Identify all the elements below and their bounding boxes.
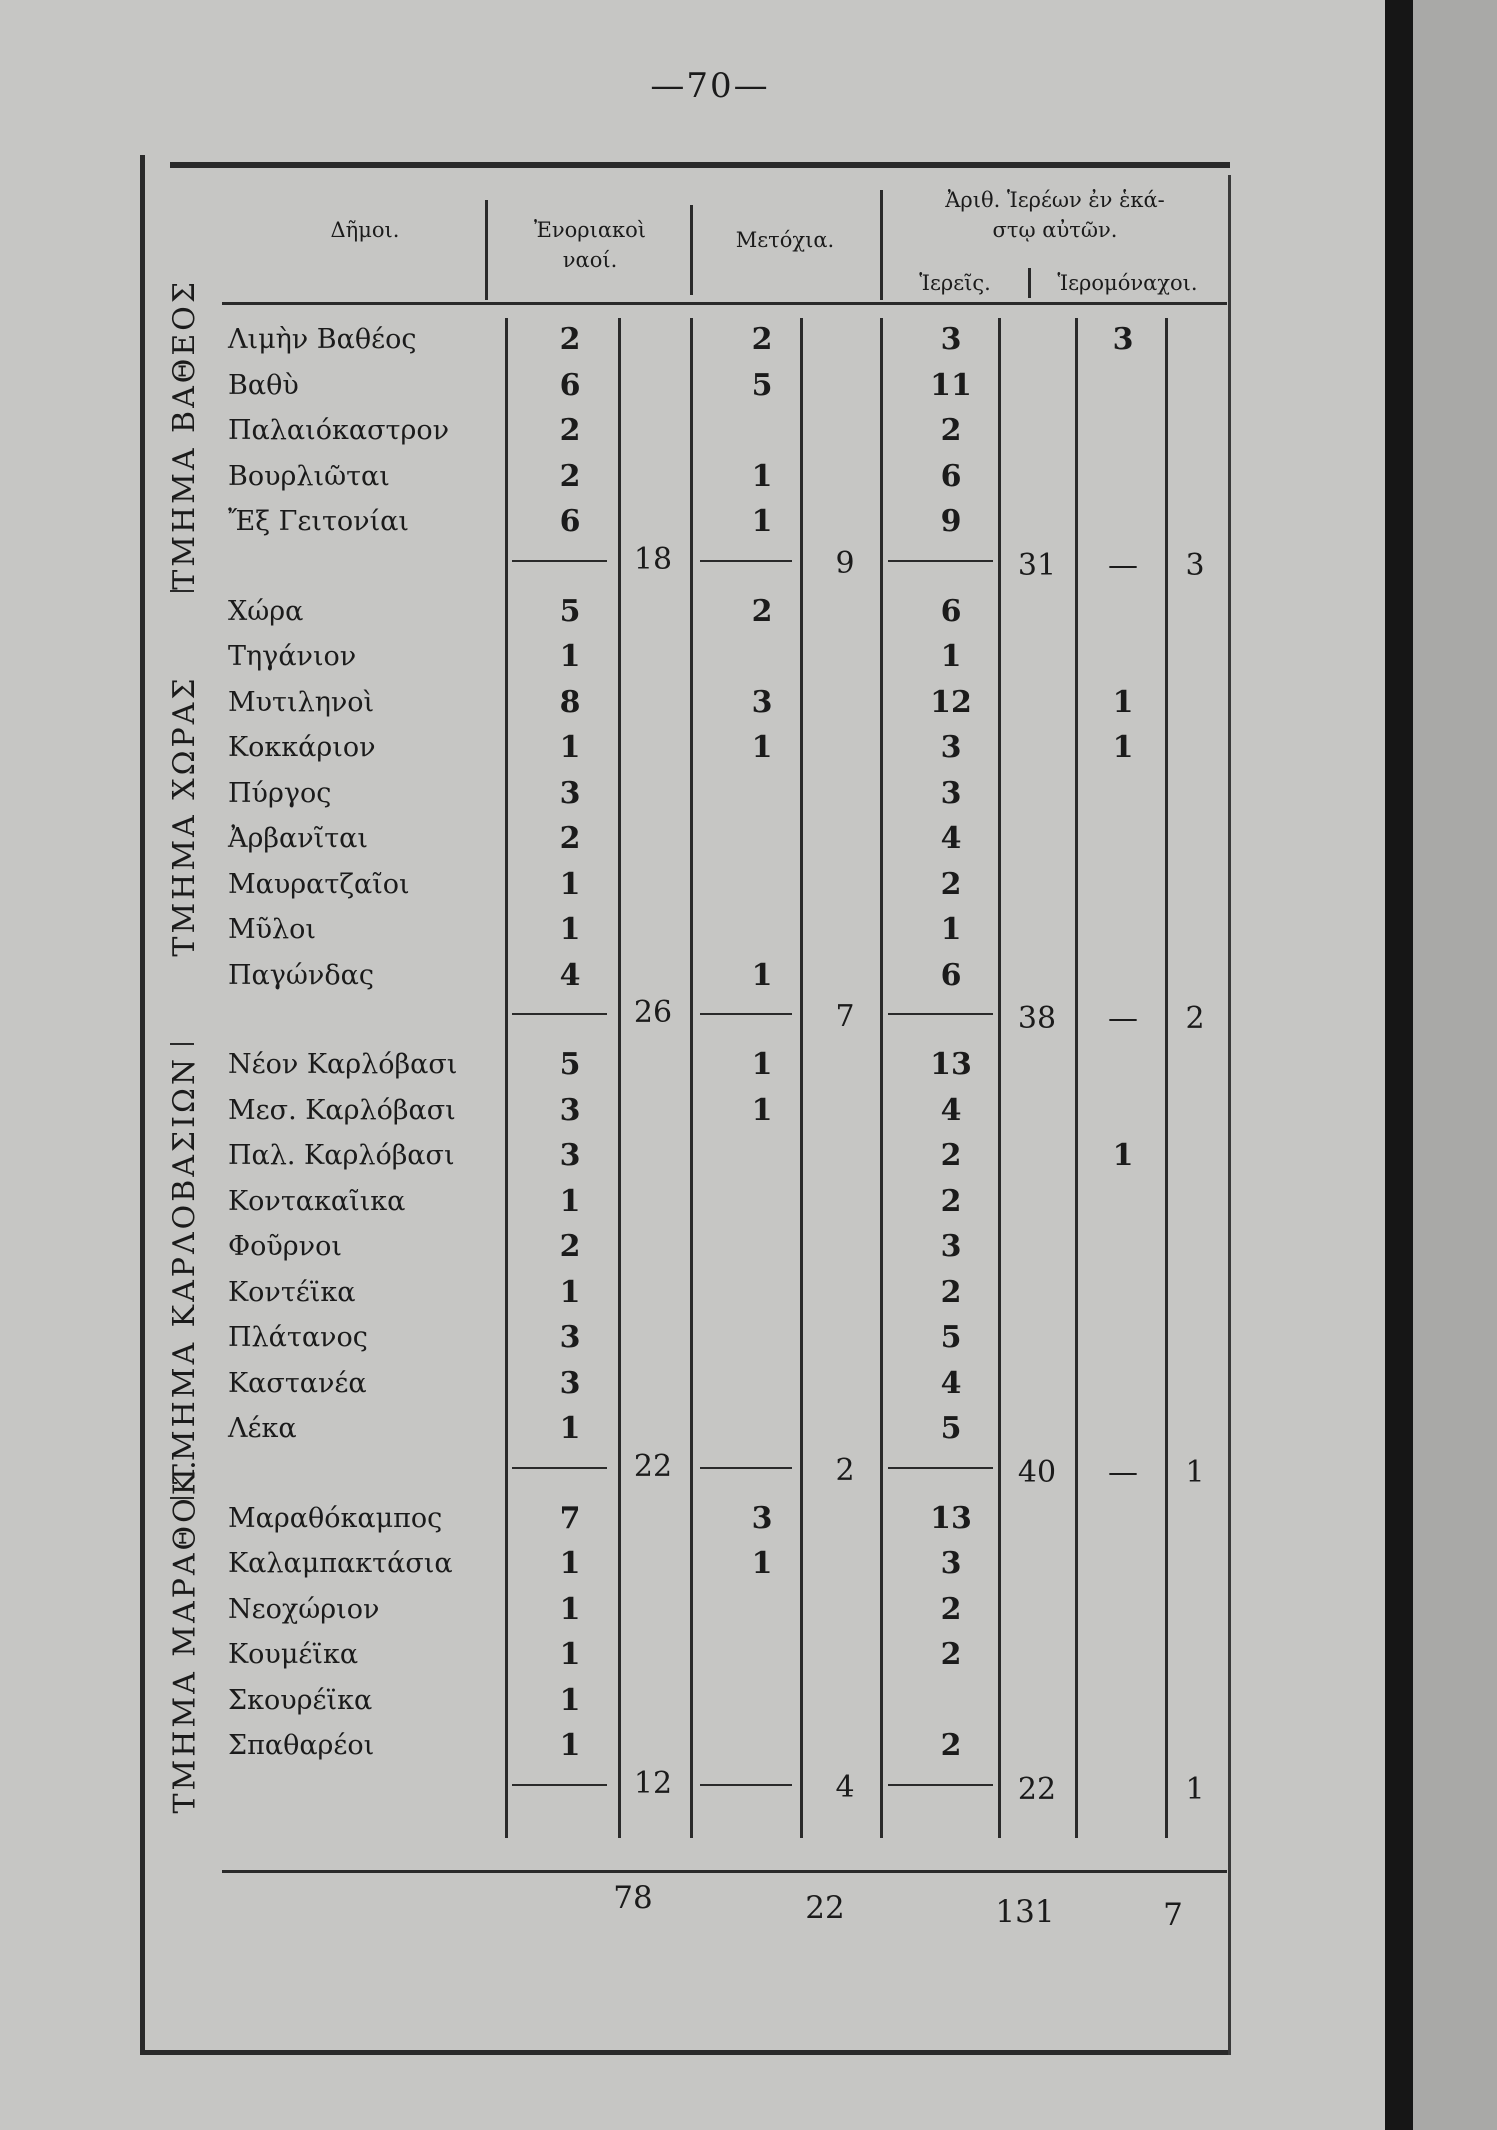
grand-total-ieromonachoi: 7	[1163, 1897, 1183, 1933]
header-metochia: Μετόχια.	[735, 228, 835, 252]
dimos-name: Ἀρβανῖται	[228, 823, 368, 854]
facing-page-edge	[1413, 0, 1497, 2130]
section-divider	[170, 590, 194, 592]
book-spine	[1385, 0, 1413, 2130]
subtotal-dash-naoi	[512, 1013, 607, 1015]
iereis-count: 1	[940, 639, 962, 674]
subtotal-naoi: 26	[633, 995, 673, 1030]
header-divider-4	[1028, 268, 1031, 298]
dimos-name: Μαραθόκαμπος	[228, 1502, 443, 1534]
dimos-name: Τηγάνιον	[228, 641, 357, 672]
naoi-count: 6	[559, 504, 581, 539]
subtotal-naoi: 18	[633, 541, 673, 577]
subtotal-dash-metochia	[700, 1467, 792, 1469]
dimos-name: Χώρα	[228, 595, 304, 627]
dimos-name: Σκουρέϊκα	[228, 1684, 373, 1716]
dimos-name: Καλαμπακτάσια	[228, 1548, 453, 1579]
iereis-count: 11	[930, 367, 972, 403]
naoi-count: 1	[559, 1591, 581, 1627]
metochia-count: 2	[751, 322, 773, 357]
metochia-count: 1	[751, 504, 773, 539]
dimos-name: Ἔξ Γειτονίαι	[228, 506, 409, 537]
iereis-count: 13	[930, 1047, 972, 1082]
subtotal-dash-iereis	[888, 1013, 993, 1015]
naoi-count: 7	[559, 1500, 581, 1536]
naoi-count: 3	[559, 1365, 581, 1401]
metochia-count: 2	[751, 593, 773, 629]
subtotal-dash-naoi	[512, 1467, 607, 1469]
subtotal-dash-iereis	[888, 1467, 993, 1469]
subtotal-dash-iereis	[888, 560, 993, 562]
dimos-name: Νεοχώριον	[228, 1593, 380, 1625]
grand-total-naoi: 78	[613, 1880, 653, 1916]
naoi-count: 1	[559, 1411, 581, 1446]
naoi-count: 1	[559, 1682, 581, 1718]
subtotal-dash-naoi	[512, 1784, 607, 1786]
subtotal-iereis: 22	[1017, 1771, 1057, 1807]
subtotal-naoi: 22	[633, 1448, 673, 1484]
naoi-count: 2	[559, 413, 581, 448]
subtotal-ieromonachoi: 3	[1185, 547, 1205, 583]
header-naoi	[490, 215, 690, 275]
iereis-count: 2	[940, 1591, 962, 1627]
iereis-count: 9	[940, 504, 962, 539]
iereis-count: 12	[930, 684, 972, 720]
subtotal-ieromonachoi-dash: —	[1108, 1454, 1138, 1490]
subtotal-metochia: 2	[835, 1452, 855, 1488]
subtotal-dash-iereis	[888, 1784, 993, 1786]
naoi-count: 2	[559, 322, 581, 357]
metochia-count: 1	[751, 458, 773, 494]
iereis-count: 3	[940, 775, 962, 811]
metochia-count: 5	[751, 367, 773, 403]
dimos-name: Κουμέϊκα	[228, 1639, 359, 1670]
header-ieromonachoi: Ἱερομόναχοι.	[1057, 271, 1198, 295]
ieromonachoi-count: 1	[1112, 730, 1134, 765]
grand-total-rule	[222, 1870, 1227, 1873]
iereis-count: 5	[940, 1411, 962, 1446]
subtotal-metochia: 4	[835, 1769, 855, 1805]
dimos-name: Μεσ. Καρλόβασι	[228, 1094, 456, 1126]
iereis-count: 6	[940, 957, 962, 993]
subtotal-metochia: 9	[835, 545, 855, 581]
iereis-count: 2	[940, 1637, 962, 1672]
dimos-name: Βαθὺ	[228, 369, 299, 401]
dimos-name: Μαυρατζαῖοι	[228, 868, 410, 900]
dimos-name: Πλάτανος	[228, 1322, 368, 1353]
subtotal-ieromonachoi: 2	[1185, 1001, 1205, 1036]
subtotal-metochia: 7	[835, 999, 855, 1034]
header-arithmos-line2: στῳ αὐτῶν.	[992, 218, 1118, 242]
subtotal-naoi: 12	[633, 1765, 673, 1801]
metochia-count: 1	[751, 1047, 773, 1082]
metochia-count: 1	[751, 1092, 773, 1128]
dimos-name: Κοντέϊκα	[228, 1276, 356, 1308]
naoi-count: 4	[559, 957, 581, 993]
iereis-count: 3	[940, 730, 962, 765]
dimos-name: Μῦλοι	[228, 914, 317, 945]
ieromonachoi-count: 1	[1112, 1138, 1134, 1173]
grand-total-metochia: 22	[805, 1890, 845, 1926]
naoi-count: 3	[559, 1320, 581, 1355]
subtotal-dash-metochia	[700, 560, 792, 562]
naoi-count: 5	[559, 1047, 581, 1082]
iereis-count: 4	[940, 1092, 962, 1128]
subtotal-dash-metochia	[700, 1013, 792, 1015]
dimos-name: Παγώνδας	[228, 959, 374, 991]
ieromonachoi-count: 1	[1112, 684, 1134, 720]
section-label: ΤΜΗΜΑ ΒΑΘΕΟΣ	[167, 278, 202, 590]
metochia-count: 3	[751, 1500, 773, 1536]
metochia-count: 3	[751, 684, 773, 720]
naoi-count: 1	[559, 730, 581, 765]
naoi-count: 1	[559, 866, 581, 902]
naoi-count: 1	[559, 1183, 581, 1219]
section-divider	[170, 1043, 194, 1045]
iereis-count: 5	[940, 1320, 962, 1355]
subtotal-iereis: 31	[1017, 547, 1057, 583]
dimos-name: Βουρλιῶται	[228, 460, 390, 492]
dimos-name: Πύργος	[228, 777, 332, 809]
dimos-name: Κοκκάριον	[228, 732, 376, 763]
naoi-count: 2	[559, 1229, 581, 1264]
naoi-count: 1	[559, 1728, 581, 1763]
metochia-count: 1	[751, 730, 773, 765]
metochia-count: 1	[751, 1546, 773, 1581]
header-naoi-line1: Ἐνοριακοὶ	[533, 218, 647, 242]
iereis-count: 6	[940, 458, 962, 494]
naoi-count: 2	[559, 821, 581, 856]
header-divider-1	[485, 200, 488, 300]
dimos-name: Φοῦρνοι	[228, 1231, 342, 1262]
naoi-count: 8	[559, 684, 581, 720]
naoi-count: 2	[559, 458, 581, 494]
dimos-name: Σπαθαρέοι	[228, 1730, 375, 1761]
table-frame-top-rule	[170, 162, 1230, 168]
header-rule	[222, 302, 1227, 305]
subtotal-iereis: 40	[1017, 1454, 1057, 1490]
iereis-count: 4	[940, 1365, 962, 1401]
subtotal-ieromonachoi-dash: —	[1108, 1001, 1138, 1036]
dimos-name: Μυτιληνοὶ	[228, 686, 375, 718]
iereis-count: 3	[940, 322, 962, 357]
iereis-count: 3	[940, 1546, 962, 1581]
subtotal-dash-naoi	[512, 560, 607, 562]
subtotal-iereis: 38	[1017, 1001, 1057, 1036]
iereis-count: 2	[940, 413, 962, 448]
subtotal-ieromonachoi: 1	[1185, 1771, 1205, 1807]
header-dimoi: Δῆμοι.	[330, 218, 400, 242]
naoi-count: 5	[559, 593, 581, 629]
naoi-count: 1	[559, 639, 581, 674]
iereis-count: 2	[940, 1274, 962, 1310]
metochia-count: 1	[751, 957, 773, 993]
header-naoi-line2: ναοί.	[562, 248, 618, 272]
subtotal-dash-metochia	[700, 1784, 792, 1786]
naoi-count: 1	[559, 1274, 581, 1310]
dimos-name: Καστανέα	[228, 1367, 367, 1399]
naoi-count: 3	[559, 775, 581, 811]
ieromonachoi-count: 3	[1112, 322, 1134, 357]
page-number: —70—	[650, 66, 770, 106]
naoi-count: 3	[559, 1138, 581, 1173]
iereis-count: 3	[940, 1229, 962, 1264]
naoi-count: 6	[559, 367, 581, 403]
iereis-count: 2	[940, 1138, 962, 1173]
header-arithmos-line1: Ἀριθ. Ἱερέων ἐν ἑκά-	[945, 188, 1165, 212]
naoi-count: 1	[559, 1546, 581, 1581]
dimos-name: Παλαιόκαστρον	[228, 415, 449, 446]
iereis-count: 2	[940, 1183, 962, 1219]
header-divider-2	[690, 205, 693, 295]
iereis-count: 4	[940, 821, 962, 856]
section-label: ΤΜΗΜΑ ΧΩΡΑΣ	[167, 675, 202, 957]
naoi-count: 3	[559, 1092, 581, 1128]
dimos-name: Λιμὴν Βαθέος	[228, 324, 417, 355]
dimos-name: Κοντακαῖικα	[228, 1185, 406, 1217]
header-divider-3	[880, 190, 883, 300]
iereis-count: 6	[940, 593, 962, 629]
grand-total-iereis: 131	[995, 1894, 1055, 1930]
dimos-name: Νέον Καρλόβασι	[228, 1049, 458, 1080]
dimos-name: Παλ. Καρλόβασι	[228, 1140, 455, 1171]
header-arithmos	[885, 185, 1225, 245]
subtotal-ieromonachoi: 1	[1185, 1454, 1205, 1490]
iereis-count: 2	[940, 866, 962, 902]
section-divider	[170, 1497, 194, 1499]
section-label: ΤΜΗΜΑ ΜΑΡΑΘΟΚ.	[167, 1457, 202, 1814]
subtotal-ieromonachoi-dash: —	[1108, 547, 1138, 583]
iereis-count: 13	[930, 1500, 972, 1536]
iereis-count: 1	[940, 912, 962, 947]
section-label: ΤΜΗΜΑ ΚΑΡΛΟΒΑΣΙΩΝ	[167, 1055, 202, 1484]
iereis-count: 2	[940, 1728, 962, 1763]
naoi-count: 1	[559, 1637, 581, 1672]
naoi-count: 1	[559, 912, 581, 947]
header-iereis: Ἱερεῖς.	[919, 271, 991, 295]
dimos-name: Λέκα	[228, 1413, 297, 1444]
